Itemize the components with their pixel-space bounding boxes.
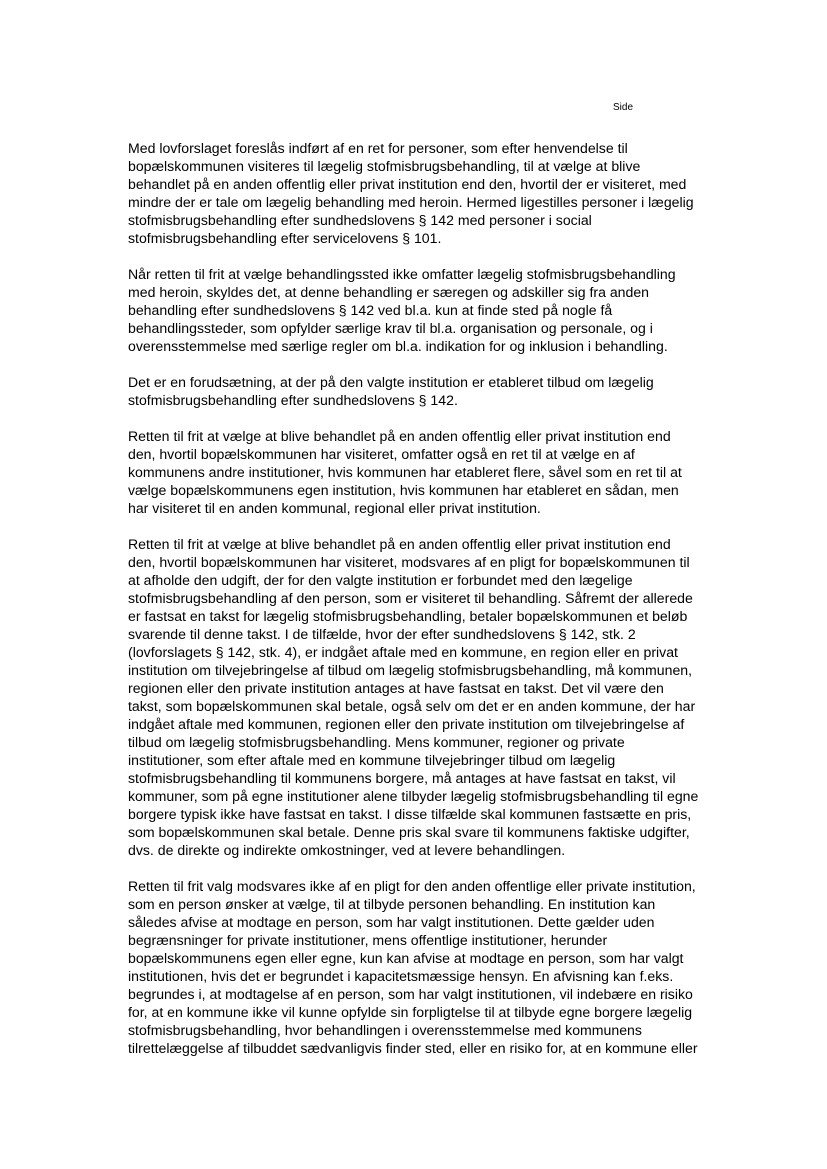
paragraph: Med lovforslaget foreslås indført af en ret for personer, som efter henvendelse til bopælskommunen visiteres til lægelig stofmisbrugsbehandling, til at vælge at blive behandlet på en anden offentlig eller privat institution end den, hvortil der er visiteret, med mindre der er tale om lægelig behandling med heroin. Hermed ligestilles personer i lægelig stofmisbrugsbehandling efter sundhedslovens § 142 med personer i social stofmisbrugsbehandling efter servicelovens § 101. — [128, 140, 694, 246]
document-body — [128, 139, 753, 1075]
paragraph: Retten til frit at vælge at blive behandlet på en anden offentlig eller privat institution end den, hvortil bopælskommunen har visiteret, omfatter også en ret til at vælge en af kommunens andre institutioner, hvis kommunen har etableret flere, såvel som en ret til at vælge bopælskommunens egen institution, hvis kommunen har etableret en sådan, men har visiteret til en anden kommunal, regional eller privat institution. — [128, 428, 682, 516]
paragraph: Når retten til frit at vælge behandlingssted ikke omfatter lægelig stofmisbrugsbehandling med heroin, skyldes det, at denne behandling er særegen og adskiller sig fra anden behandling efter sundhedslovens § 142 ved bl.a. kun at finde sted på nogle få behandlingssteder, som opfylder særlige krav til bl.a. organisation og personale, og i overensstemmelse med særlige regler om bl.a. indikation for og inklusion i behandling. — [128, 266, 676, 354]
paragraph: Retten til frit valg modsvares ikke af en pligt for den anden offentlige eller private institution, som en person ønsker at vælge, til at tilbyde personen behandling. En institution kan således afvise at modtage en person, som har valgt institutionen. Dette gælder uden begrænsninger for private institutioner, mens offentlige institutioner, herunder bopælskommunens egen eller egne, kun kan afvise at modtage en person, som har valgt institutionen, hvis det er begrundet i kapacitetsmæssige hensyn. En afvisning kan f.eks. begrundes i, at modtagelse af en person, som har valgt institutionen, vil indebære en risiko for, at en kommune ikke vil kunne opfylde sin forpligtelse til at tilbyde egne borgere lægelig stofmisbrugsbehandling, hvor behandlingen i overensstemmelse med kommunens tilrettelæggelse af tilbuddet sædvanligvis finder sted, eller en risiko for, at en kommune eller — [128, 878, 698, 1056]
page-label: Side — [613, 102, 634, 113]
paragraph: Det er en forudsætning, at der på den valgte institution er etableret tilbud om lægelig stofmisbrugsbehandling efter sundhedslovens § 142. — [128, 374, 654, 408]
paragraph: Retten til frit at vælge at blive behandlet på en anden offentlig eller privat institution end den, hvortil bopælskommunen har visiteret, modsvares af en pligt for bopælskommunen til at afholde den udgift, der for den valgte institution er forbundet med den lægelige stofmisbrugsbehandling af den person, som er visiteret til behandling. Såfremt der allerede er fastsat en takst for lægelig stofmisbrugsbehandling, betaler bopælskommunen et beløb svarende til denne takst. I de tilfælde, hvor der efter sundhedslovens § 142, stk. 2 (lovforslagets § 142, stk. 4), er indgået aftale med en kommune, en region eller en privat institution om tilvejebringelse af tilbud om lægelig stofmisbrugsbehandling, må kommunen, regionen eller den private institution antages at have fastsat en takst. Det vil være den takst, som bopælskommunen skal betale, også selv om det er en anden kommune, der har indgået aftale med kommunen, regionen eller den private institution om tilvejebringelse af tilbud om lægelig stofmisbrugsbehandling. Mens kommuner, regioner og private institutioner, som efter aftale med en kommune tilvejebringer tilbud om lægelig stofmisbrugsbehandling til kommunens borgere, må antages at have fastsat en takst, vil kommuner, som på egne institutioner alene tilbyder lægelig stofmisbrugsbehandling til egne borgere typisk ikke have fastsat en takst. I disse tilfælde skal kommunen fastsætte en pris, som bopælskommunen skal betale. Denne pris skal svare til kommunens faktiske udgifter, dvs. de direkte og indirekte omkostninger, ved at levere behandlingen. — [128, 536, 699, 858]
